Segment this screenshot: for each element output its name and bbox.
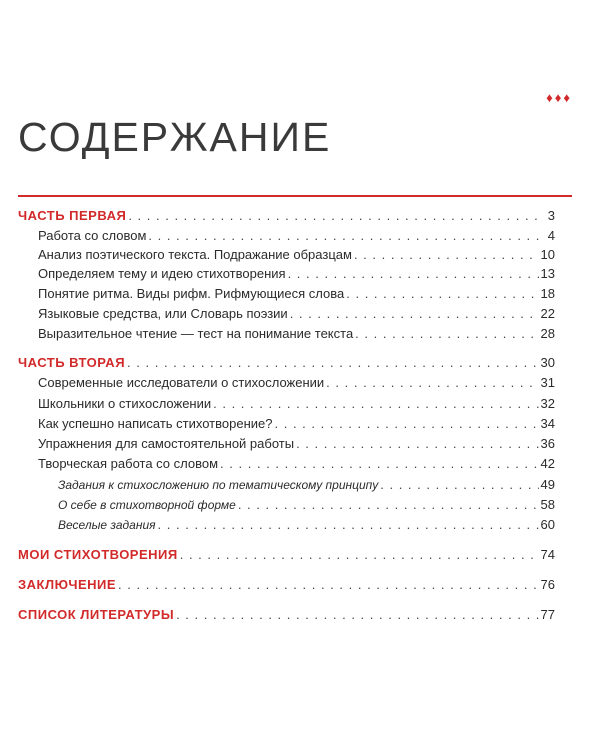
toc-page-number: 60 (540, 517, 555, 532)
toc-label: Веселые задания (58, 518, 156, 532)
toc-section[interactable] (18, 208, 555, 224)
toc-entry[interactable] (18, 436, 555, 452)
toc-page-number: 76 (540, 577, 555, 592)
toc-page-number: 58 (540, 497, 555, 512)
toc-page-number: 77 (540, 607, 555, 622)
toc-page-number: 74 (540, 547, 555, 562)
toc-section[interactable] (18, 577, 555, 593)
toc-page-number: 22 (540, 306, 555, 321)
toc-section[interactable] (18, 355, 555, 371)
toc-page-number: 31 (540, 375, 555, 390)
toc-entry[interactable] (18, 375, 555, 391)
toc-label: Как успешно написать стихотворение? (38, 416, 273, 431)
toc-leader-dots (148, 228, 539, 244)
toc-label: МОИ СТИХОТВОРЕНИЯ (18, 547, 178, 562)
toc-label: СПИСОК ЛИТЕРАТУРЫ (18, 607, 175, 622)
toc-leader-dots (355, 326, 538, 342)
toc-label: Выразительное чтение — тест на понимание текста (38, 326, 354, 341)
toc-label: Задания к стихосложению по тематическому принципу (58, 478, 379, 492)
toc-page-number: 34 (540, 416, 555, 431)
toc-leader-dots (158, 517, 539, 533)
toc-page-number: 4 (547, 228, 555, 243)
toc-leader-dots (275, 416, 539, 432)
toc-page-number: 3 (547, 208, 555, 223)
toc-label: Понятие ритма. Виды рифм. Рифмующиеся слова (38, 286, 345, 301)
toc-entry[interactable] (18, 306, 555, 322)
toc-entry[interactable] (18, 497, 555, 513)
page-title: СОДЕРЖАНИЕ (18, 114, 332, 160)
toc-section[interactable] (18, 607, 555, 623)
toc-entry[interactable] (18, 396, 555, 412)
toc-leader-dots (128, 208, 539, 224)
toc-label: ЧАСТЬ ВТОРАЯ (18, 355, 126, 370)
toc-label: О себе в стихотворной форме (58, 498, 236, 512)
toc-leader-dots (213, 396, 538, 412)
toc-entry[interactable] (18, 456, 555, 472)
toc-leader-dots (354, 247, 539, 263)
toc-entry[interactable] (18, 247, 555, 263)
toc-page-number: 18 (540, 286, 555, 301)
toc-entry[interactable] (18, 228, 555, 244)
toc-label: Языковые средства, или Словарь поэзии (38, 306, 288, 321)
toc-page-number: 49 (540, 477, 555, 492)
toc-label: Определяем тему и идею стихотворения (38, 266, 286, 281)
toc-leader-dots (176, 607, 538, 623)
toc-label: Работа со словом (38, 228, 147, 243)
toc-section[interactable] (18, 547, 555, 563)
toc-leader-dots (296, 436, 538, 452)
toc-label: Упражнения для самостоятельной работы (38, 436, 295, 451)
toc-page-number: 13 (540, 266, 555, 281)
toc-page-number: 28 (540, 326, 555, 341)
toc-leader-dots (180, 547, 539, 563)
toc-page-number: 36 (540, 436, 555, 451)
toc-label: ЗАКЛЮЧЕНИЕ (18, 577, 117, 592)
toc-leader-dots (127, 355, 538, 371)
toc-leader-dots (290, 306, 539, 322)
toc-label: Современные исследователи о стихосложении (38, 375, 325, 390)
toc-leader-dots (238, 497, 539, 513)
toc-entry[interactable] (18, 517, 555, 533)
toc-page-number: 42 (540, 456, 555, 471)
toc-entry[interactable] (18, 286, 555, 302)
title-divider (18, 195, 572, 197)
toc-leader-dots (380, 477, 538, 493)
toc-entry[interactable] (18, 266, 555, 282)
toc-label: Школьники о стихосложении (38, 396, 212, 411)
toc-page-number: 30 (540, 355, 555, 370)
toc-label: Творческая работа со словом (38, 456, 219, 471)
toc-entry[interactable] (18, 326, 555, 342)
toc-page-number: 32 (540, 396, 555, 411)
toc-label: ЧАСТЬ ПЕРВАЯ (18, 208, 127, 223)
toc-leader-dots (326, 375, 538, 391)
toc-page-number: 10 (540, 247, 555, 262)
toc-leader-dots (346, 286, 538, 302)
decorative-diamonds: ♦♦♦ (546, 90, 572, 105)
toc-leader-dots (118, 577, 539, 593)
toc-leader-dots (288, 266, 539, 282)
toc-entry[interactable] (18, 477, 555, 493)
toc-entry[interactable] (18, 416, 555, 432)
toc-leader-dots (220, 456, 538, 472)
toc-label: Анализ поэтического текста. Подражание образцам (38, 247, 352, 262)
